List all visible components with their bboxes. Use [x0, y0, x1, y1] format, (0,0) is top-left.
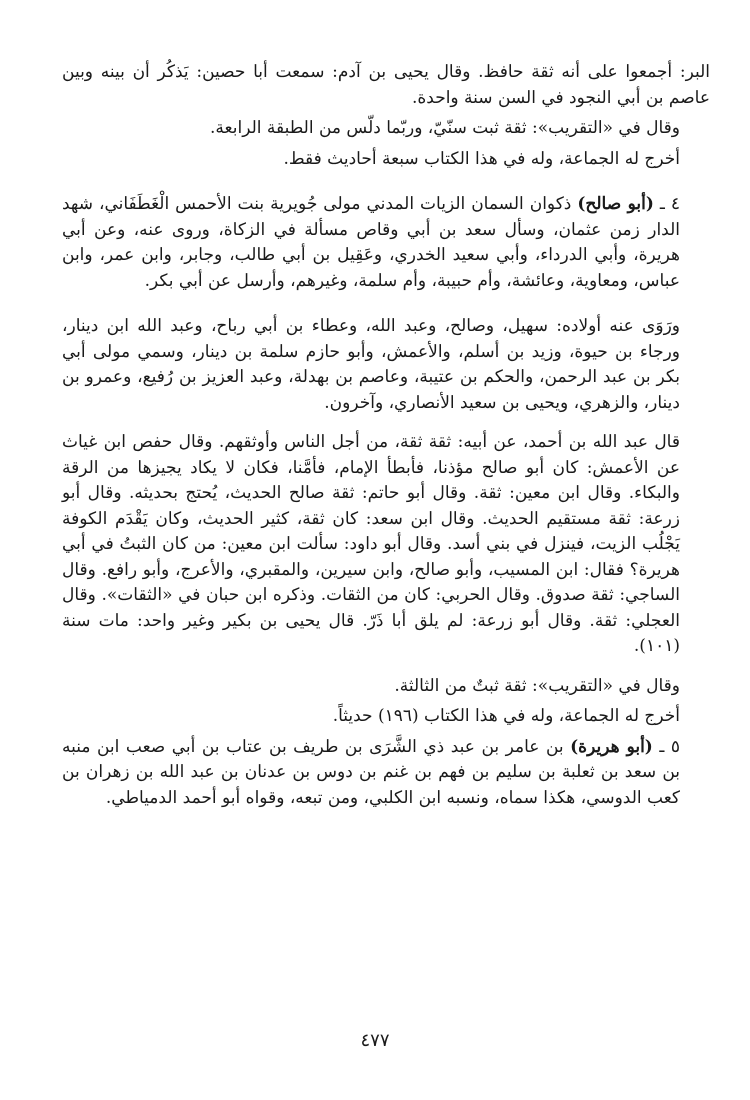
paragraph-text: أخرج له الجماعة، وله في هذا الكتاب سبعة أحاديث فقط.: [283, 148, 680, 169]
paragraph-taqrib-note: [62, 116, 710, 142]
paragraph-text: ورَوَى عنه أولاده: سهيل، وصالح، وعبد الله، وعطاء بن أبي رباح، وعبد الله ابن دينار، ورجاء بن حيوة، وزيد بن أسلم، والأعمش، وأبو حازم سلمة بن دينار، وسمي مولى أبي بكر بن عبد الرحمن، والحكم بن عتيبة، وعاصم بن بهدلة، وعبد العزيز بن رُفيع، وعمرو بن دينار، والزهري، ويحيى بن سعيد الأنصاري، وآخرون.: [62, 316, 680, 413]
paragraph-gradings: [62, 430, 710, 660]
page-number: ٤٧٧: [360, 1030, 390, 1051]
entry-text: بن عامر بن عبد ذي الشَّرَى بن طريف بن عتاب بن أبي صعب ابن منبه بن سعد بن ثعلبة بن سليم بن فهم بن غنم بن دوس بن عدنان بن عبد الله بن زهران بن كعب الدوسي، هكذا سماه، ونسبه ابن الكلبي، ومن تبعه، وقواه أبو أحمد الدمياطي.: [62, 736, 680, 808]
entry-abu-salih: [62, 192, 710, 294]
paragraph-text: البر: أجمعوا على أنه ثقة حافظ. وقال يحيى بن آدم: سمعت أبا حصين: يَذكُر أن بينه وبين عاصم بن أبي النجود في السن سنة واحدة.: [62, 62, 710, 108]
paragraph-takhrij-note: [62, 704, 710, 730]
entry-name: (أبو هريرة): [570, 736, 653, 757]
paragraph-text: قال عبد الله بن أحمد، عن أبيه: ثقة ثقة، من أجل الناس وأوثقهم. وقال حفص ابن غياث عن الأعمش: كان أبو صالح مؤذنا، فأبطأ الإمام، فأمَّنا، فكان لا يكاد يجيزها من الرقة والبكاء. وقال ابن معين: ثقة. وقال أبو حاتم: ثقة صالح الحديث، يُحتج بحديثه. وقال أبو زرعة: ثقة مستقيم الحديث. وقال ابن سعد: كان ثقة، كثير الحديث، وكان يَقْدَم الكوفة يَجْلُب الزيت، فينزل في بني أسد. وقال أبو داود: سألت ابن معين: من كان الثبتُ في أبي هريرة؟ فقال: ابن المسيب، وأبو صالح، وابن سيرين، والمقبري، والأعرج، وأبو رافع. وقال الساجي: ثقة صدوق. وقال الحربي: كان من الثقات. وذكره ابن حبان في «الثقات». وقال العجلي: ثقة. وقال أبو زرعة: لم يلق أبا ذَرّ. قال يحيى بن بكير وغير واحد: مات سنة (١٠١).: [62, 432, 680, 656]
paragraph-taqrib-note: [62, 674, 710, 700]
entry-text: ذكوان السمان الزيات المدني مولى جُويرية بنت الأحمس الْغَطَفَاني، شهد الدار زمن عثمان، وسأل سعد بن أبي وقاص مسألة في الزكاة، وروى عنه، وعن أبي هريرة، وأبي الدرداء، وأبي سعيد الخدري، وعَقِيل بن أبي طالب، وجابر، وابن عمر، وابن عباس، ومعاوية، وعائشة، وأم حبيبة، وأم سلمة، وغيرهم، وأرسل عن أبي بكر.: [62, 194, 680, 291]
entry-number: ٥ ـ: [659, 736, 681, 757]
entry-name: (أبو صالح): [577, 194, 654, 214]
entry-number: ٤ ـ: [659, 194, 680, 214]
paragraph-text: وقال في «التقريب»: ثقة ثبت سنّيّ، وربّما دلّس من الطبقة الرابعة.: [210, 118, 680, 138]
entry-abu-hurayra: [62, 735, 710, 812]
paragraph-narrators: [62, 314, 710, 416]
paragraph-takhrij-note: [62, 147, 710, 173]
paragraph-text: أخرج له الجماعة، وله في هذا الكتاب (١٩٦) حديثاً.: [332, 706, 680, 726]
paragraph-continuation: [62, 60, 710, 111]
paragraph-text: وقال في «التقريب»: ثقة ثبتٌ من الثالثة.: [394, 675, 680, 696]
page-body: [62, 60, 710, 811]
